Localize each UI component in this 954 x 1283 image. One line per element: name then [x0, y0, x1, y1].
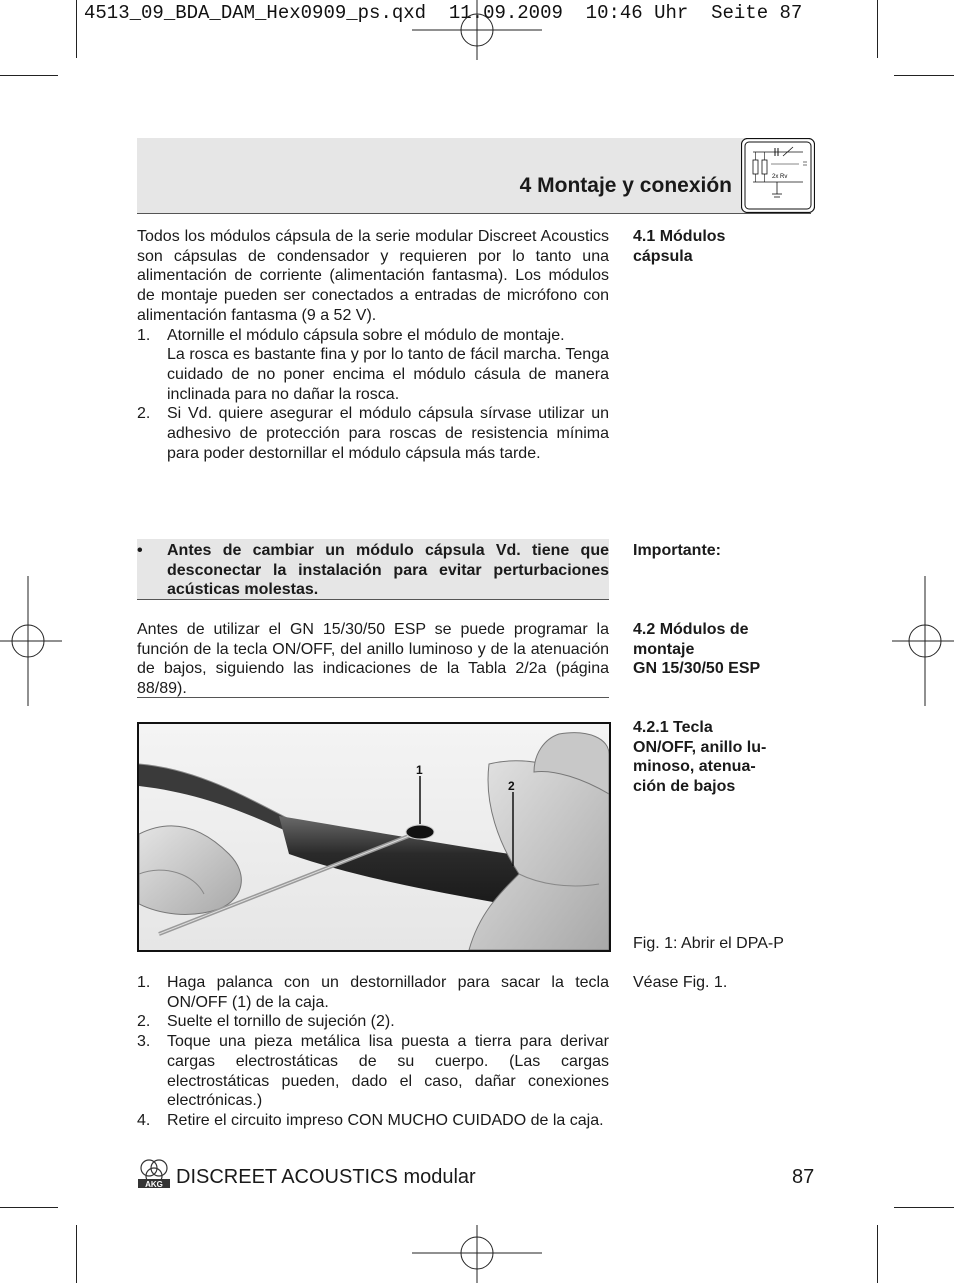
- photo-screwdriver-microphone: [139, 724, 609, 950]
- list-item: 2. Suelte el tornillo de sujeción (2).: [137, 1013, 395, 1031]
- section-rule: [137, 697, 609, 698]
- list-item: 3. Toque una pieza metálica lisa puesta a tierra para derivar cargas electrostáticas de su cuerpo. (Las cargas electrostáticas pueden, dado el caso, dañar conexiones electrónicas.): [137, 1033, 609, 1110]
- sidehead-4-2: 4.2 Módulos de montaje GN 15/30/50 ESP: [633, 621, 761, 678]
- akg-logo-icon: [136, 1157, 172, 1189]
- section-4-2-1-body: [137, 973, 609, 1131]
- registration-mark-right: [892, 576, 954, 706]
- page-number: 87: [792, 1166, 815, 1188]
- list-item: 1. Atornille el módulo cápsula sobre el módulo de montaje. La rosca es bastante fina y por lo tanto de fácil marcha. Tenga cuidado de no poner encima el módulo cásula de manera inclinada para no dañar la rosca.: [137, 326, 609, 403]
- opening-steps-list: [137, 973, 609, 1131]
- mounting-steps-list: [137, 326, 609, 464]
- sidehead-important: Importante:: [633, 542, 721, 559]
- sidehead-4-1: 4.1 Módulos cápsula: [633, 228, 726, 265]
- registration-mark-left: [0, 576, 62, 706]
- bullet: •: [137, 542, 143, 559]
- list-item: • Antes de cambiar un módulo cápsula Vd. tiene que desconectar la instalación para evitar perturbaciones acústicas molestas.: [137, 542, 609, 599]
- figure-opening-dpa-p: [137, 722, 611, 952]
- print-slug-line: 4513_09_BDA_DAM_Hex0909_ps.qxd 11.09.2009 10:46 Uhr Seite 87: [84, 2, 803, 24]
- section-4-1-body: [137, 227, 609, 463]
- figure-caption: Fig. 1: Abrir el DPA-P: [633, 935, 784, 952]
- list-item: 4. Retire el circuito impreso CON MUCHO CUIDADO de la caja.: [137, 1111, 604, 1129]
- registration-mark-bottom: [412, 1225, 542, 1283]
- figure-label-2: 2: [508, 779, 515, 793]
- intro-paragraph: Todos los módulos cápsula de la serie modular Discreet Acoustics son cápsulas de condensador y requieren por lo tanto una alimentación de corriente (alimentación fantasma). Los módulos de montaje pueden ser conectados a entradas de micrófono con alimentación fantasma (9 a 52 V).: [137, 228, 609, 324]
- figure-label-1: 1: [416, 763, 423, 777]
- sidehead-4-2-1: 4.2.1 Tecla ON/OFF, anillo lu- minoso, atenua- ción de bajos: [633, 719, 767, 796]
- svg-text:2x Rv: 2x Rv: [772, 174, 788, 180]
- footer-product-name: DISCREET ACOUSTICS modular: [176, 1166, 476, 1188]
- see-figure-note: Véase Fig. 1.: [633, 974, 728, 991]
- svg-text:AKG: AKG: [145, 1180, 163, 1189]
- registration-mark-top: [412, 0, 542, 60]
- circuit-emblem-icon: [741, 138, 815, 213]
- section-4-2-body: Antes de utilizar el GN 15/30/50 ESP se puede programar la función de la tecla ON/OFF, del anillo luminoso y de la atenuación de bajos, siguiendo las indicaciones de la Tabla 2/2a (página 88/89).: [137, 621, 609, 698]
- chapter-title: 4 Montaje y conexión: [519, 174, 732, 197]
- list-item: 1. Haga palanca con un destornillador para sacar la tecla ON/OFF (1) de la caja.: [137, 974, 609, 1011]
- important-note-text: [137, 541, 609, 600]
- list-item: 2. Si Vd. quiere asegurar el módulo cápsula sírvase utilizar un adhesivo de protección para roscas de resistencia mínima para poder destornillar el módulo cápsula más tarde.: [137, 405, 609, 462]
